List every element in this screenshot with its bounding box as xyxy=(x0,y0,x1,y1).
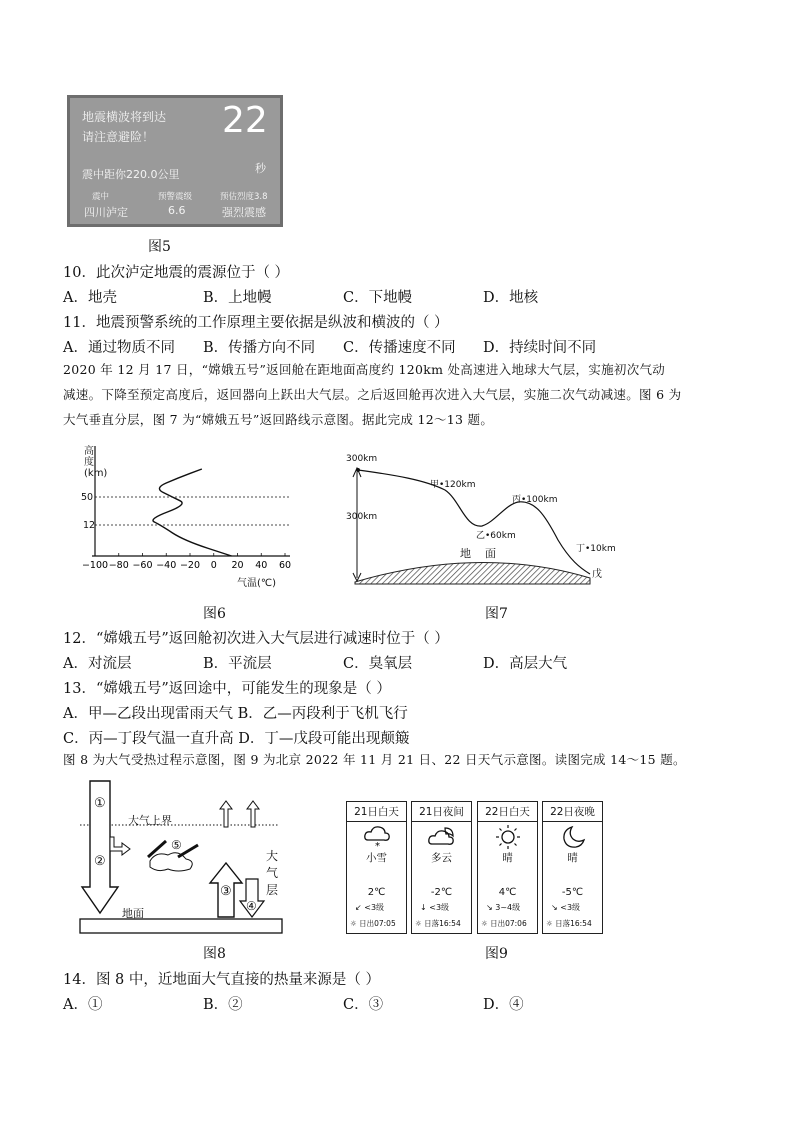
alert-value-epicenter: 四川泸定 xyxy=(84,206,128,219)
fig8-atmosphere-char-3: 层 xyxy=(266,883,279,897)
fig8-label-4: ④ xyxy=(246,899,257,913)
fig8-reflection-arrow xyxy=(110,837,130,855)
fig8-top-label: 大气上界 xyxy=(128,814,172,827)
fig6-x-tick-label: 0 xyxy=(210,560,217,571)
q14-option-b[interactable]: B．② xyxy=(203,997,243,1013)
fig8-label-1: ① xyxy=(94,796,106,811)
fig6-x-tick-label: 60 xyxy=(278,560,292,571)
fig9-caption: 图9 xyxy=(485,946,508,962)
weather-card-sun: ☼ 日落16:54 xyxy=(415,919,461,928)
snow-cloud-icon xyxy=(362,824,392,850)
q11-option-a[interactable]: A．通过物质不同 xyxy=(63,340,175,356)
q14-option-d[interactable]: D．④ xyxy=(483,997,524,1013)
alert-line2: 请注意避险！ xyxy=(82,130,155,144)
alert-countdown: 22 xyxy=(222,100,268,141)
svg-text:*: * xyxy=(375,841,380,850)
weather-card-temp: -2℃ xyxy=(430,887,453,898)
q10-option-b[interactable]: B．上地幔 xyxy=(203,290,272,306)
weather-card-temp: 2℃ xyxy=(367,887,386,898)
weather-card-wind: ↘ <3级 xyxy=(551,903,581,912)
q10-stem: 10．此次泸定地震的震源位于（ ） xyxy=(63,265,290,281)
weather-card xyxy=(411,801,472,934)
fig7-point-yi: 乙•60km xyxy=(476,531,516,541)
q10-option-d[interactable]: D．地核 xyxy=(483,290,539,306)
fig7-label-top: 300km xyxy=(346,454,378,464)
q12-option-c[interactable]: C．臭氧层 xyxy=(343,656,413,672)
weather-card-condition: 晴 xyxy=(502,852,513,864)
fig8-heating-diagram xyxy=(78,779,288,939)
weather-card-temp: 4℃ xyxy=(498,887,517,898)
fig8-ground xyxy=(80,919,282,933)
passage-1-line-2: 减速。下降至预定高度后，返回器向上跃出大气层。之后返回舱再次进入大气层，实施二次气动减速。图 6 为 xyxy=(63,387,682,402)
weather-card-condition: 多云 xyxy=(431,852,452,864)
fig6-x-tick-label: −20 xyxy=(179,560,201,571)
fig6-temperature-curve xyxy=(153,469,232,556)
fig6-y-label: 高度(km) xyxy=(84,446,108,479)
moon-icon xyxy=(558,824,588,850)
q11-option-d[interactable]: D．持续时间不同 xyxy=(483,340,597,356)
sun-icon xyxy=(493,824,523,850)
q13-options-cd[interactable]: C．丙—丁段气温一直升高 D．丁—戊段可能出现颠簸 xyxy=(63,731,410,747)
fig7-point-bing: 丙•100km xyxy=(512,495,558,505)
fig7-point-ding: 丁•10km xyxy=(576,544,616,554)
q11-option-c[interactable]: C．传播速度不同 xyxy=(343,340,456,356)
earthquake-alert-screen xyxy=(67,95,283,227)
weather-card-condition: 小雪 xyxy=(366,852,387,864)
alert-value-magnitude: 6.6 xyxy=(168,204,186,217)
alert-header-epicenter: 震中 xyxy=(92,192,110,202)
fig6-atmosphere-chart xyxy=(78,438,300,588)
fig7-point-jia: 甲•120km xyxy=(430,480,476,490)
fig7-point-wu: 戊 xyxy=(592,569,602,580)
q10-option-a[interactable]: A．地壳 xyxy=(63,290,117,306)
q14-option-c[interactable]: C．③ xyxy=(343,997,384,1013)
fig6-y-tick-12: 12 xyxy=(83,520,96,531)
fig8-label-3: ③ xyxy=(220,884,232,899)
fig8-ground-label: 地面 xyxy=(122,907,144,920)
fig8-atmosphere-char-1: 大 xyxy=(266,849,279,863)
q10-option-c[interactable]: C．下地幔 xyxy=(343,290,413,306)
passage-2: 图 8 为大气受热过程示意图，图 9 为北京 2022 年 11 月 21 日、22 日天气示意图。读图完成 14～15 题。 xyxy=(63,752,686,767)
weather-card xyxy=(542,801,603,934)
weather-card xyxy=(477,801,538,934)
passage-1 xyxy=(63,357,735,432)
weather-card-head: 21日夜间 xyxy=(412,802,471,822)
fig6-x-tick-label: −60 xyxy=(132,560,153,571)
alert-header-intensity: 预估烈度3.8 xyxy=(220,192,268,202)
weather-card-head: 22日白天 xyxy=(478,802,537,822)
q14-option-a[interactable]: A．① xyxy=(63,997,103,1013)
fig5-caption: 图5 xyxy=(148,239,171,255)
fig8-cloud xyxy=(150,853,192,871)
fig6-x-tick-label: 40 xyxy=(255,560,268,571)
fig8-atmosphere-char-2: 气 xyxy=(266,866,279,880)
fig6-y-tick-50: 50 xyxy=(81,492,94,503)
q13-options-ab[interactable]: A．甲—乙段出现雷雨天气 B．乙—丙段利于飞机飞行 xyxy=(63,706,408,722)
fig6-x-tick-label: −80 xyxy=(108,560,129,571)
fig8-label-2: ② xyxy=(94,854,106,869)
alert-value-intensity: 强烈震感 xyxy=(222,206,266,219)
q13-stem: 13．“嫦娥五号”返回途中，可能发生的现象是（ ） xyxy=(63,681,391,697)
weather-card-condition: 晴 xyxy=(567,852,578,864)
fig6-x-label: 气温(℃) xyxy=(237,578,277,589)
fig6-x-tick-label: −100 xyxy=(81,560,109,571)
weather-card-sun: ☼ 日落16:54 xyxy=(546,919,592,928)
weather-card-temp: -5℃ xyxy=(561,887,584,898)
alert-header-magnitude: 预警震级 xyxy=(158,192,193,202)
weather-card-sun: ☼ 日出07:06 xyxy=(481,919,527,928)
alert-distance: 震中距你220.0公里 xyxy=(82,168,180,181)
fig7-caption: 图7 xyxy=(485,606,508,622)
fig6-caption: 图6 xyxy=(203,606,226,622)
fig7-label-height: 300km xyxy=(346,512,378,522)
weather-card-wind: ↘ 3~4级 xyxy=(486,903,521,912)
alert-line1: 地震横波将到达 xyxy=(82,110,167,124)
fig8-caption: 图8 xyxy=(203,946,226,962)
weather-card-sun: ☼ 日出07:05 xyxy=(350,919,396,928)
passage-1-line-3: 大气垂直分层，图 7 为“嫦娥五号”返回路线示意图。据此完成 12～13 题。 xyxy=(63,412,494,427)
fig7-ground-label: 地 面 xyxy=(460,547,496,560)
fig7-return-path xyxy=(340,450,620,590)
q12-option-d[interactable]: D．高层大气 xyxy=(483,656,568,672)
q14-stem: 14．图 8 中，近地面大气直接的热量来源是（ ） xyxy=(63,972,381,988)
q12-option-b[interactable]: B．平流层 xyxy=(203,656,272,672)
weather-card-head: 21日白天 xyxy=(347,802,406,822)
fig8-atmosphere-label xyxy=(266,848,280,899)
q12-stem: 12．“嫦娥五号”返回舱初次进入大气层进行减速时位于（ ） xyxy=(63,631,449,647)
weather-card-wind: ↙ <3级 xyxy=(355,903,385,912)
fig8-label-5: ⑤ xyxy=(171,838,182,852)
fig6-x-tick-label: 20 xyxy=(231,560,244,571)
weather-card-wind: ↓ <3级 xyxy=(420,903,450,912)
fig7-ground xyxy=(355,562,590,584)
q11-stem: 11．地震预警系统的工作原理主要依据是纵波和横波的（ ） xyxy=(63,315,449,331)
alert-unit: 秒 xyxy=(255,162,266,175)
cloud-moon-icon xyxy=(427,824,457,850)
fig6-x-tick-label: −40 xyxy=(156,560,177,571)
passage-1-line-1: 2020 年 12 月 17 日，“嫦娥五号”返回舱在距地面高度约 120km 处高速进入地球大气层，实施初次气动 xyxy=(63,362,666,377)
weather-card-head: 22日夜晚 xyxy=(543,802,602,822)
q11-option-b[interactable]: B．传播方向不同 xyxy=(203,340,316,356)
weather-card xyxy=(346,801,407,934)
q12-option-a[interactable]: A．对流层 xyxy=(63,656,132,672)
